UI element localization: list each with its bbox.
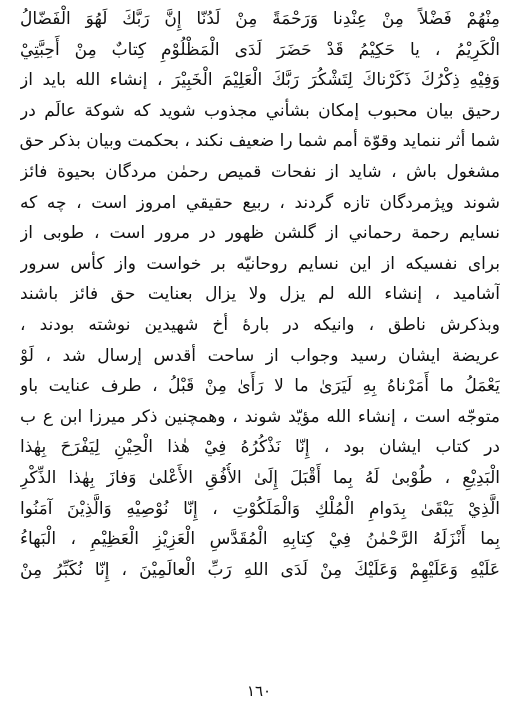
text-line: وَفِيْهِ ذِكْرُكَ ذَكَرْناكَ لِتَشْكُرَ رَبَّكَ الْعَلِيْمَ الْخَبِيْرَ ، إنشاء الله بايد از	[20, 70, 500, 91]
text-line: متوجّه است ، إنشاء الله مؤيّد شوند ، وهمچنين ذكر ميرزا ابن ع ب	[20, 406, 500, 427]
text-line: الْبَدِيْعِ ، طُوْبىٰ لَهُ بِما أَقْبَلَ إِلَىٰ الأُفُقِ الأَعْلىٰ وَفازَ بِهٰذا الذِّكْرِ	[20, 467, 500, 488]
text-line: شما أثر ننمايد وقوّة أمم شما را ضعيف نكند ، بحكمت وبيان بذكر حق	[20, 131, 500, 152]
text-line: براى نفسيكه از اين نسايم روحانيّه بر خواست واز كأس سرور	[20, 253, 500, 274]
body-text	[20, 4, 500, 585]
text-line: در كتاب ايشان بود ، إِنّا نَذْكُرُهُ فِيْ هٰذا الْحِيْنِ لِيَفْرَحَ بِهٰذا	[20, 437, 500, 458]
text-line: رحيق بيان محبوب إمكان بشأني مجذوب شويد كه شوكة عالَم در	[20, 100, 500, 121]
text-line: مشغول باش ، شايد از نفحات قميص رحمٰن مردگان بحيوة فائز	[20, 161, 500, 182]
text-line: الَّذِيْ يَبْقَىٰ بِدَوامِ الْمُلْكِ وَالْمَلَكُوْتِ ، إِنّا نُوْصِيْهِ وَالَّذِيْنَ آمَنُوا	[20, 498, 500, 519]
text-line: يَعْمَلُ ما أَمَرْناهُ بِهِ لَيَرَىٰ ما لا رَأَىٰ مِنْ قَبْلُ ، طرف عنايت باو	[20, 376, 500, 397]
text-line: آشاميد ، إنشاء الله لم يزل ولا يزال بعنايت حق فائز باشند	[20, 284, 500, 305]
text-line: عريضة ايشان رسيد وجواب از ساحت أقدس إرسال شد ، لَوْ	[20, 345, 500, 366]
text-line: الْكَرِيْمُ ، يا حَكِيْمُ قَدْ حَضَرَ لَدَى الْمَظْلُوْمِ كِتابٌ مِنْ أَحِبَّتِيْ	[20, 39, 500, 60]
page-number: ١٦٠	[246, 682, 272, 700]
text-line: شوند وپژمردگان تازه گردند ، ربيع حقيقي امروز است ، چه كه	[20, 192, 500, 213]
text-line: بِما أَنْزَلَهُ الرَّحْمٰنُ فِيْ كِتابِهِ الْمُقَدَّسِ الْعَزِيْزِ الْعَظِيْمِ ، الْبَهاءُ	[20, 529, 500, 550]
text-line: عَلَيْهِ وَعَلَيْهِمْ وَعَلَيْكَ مِنْ لَدَى اللهِ رَبِّ الْعالَمِيْنَ ، إِنّا نُكَبِّرُ مِنْ	[20, 559, 500, 580]
text-line: مِنْهُمْ فَضْلاً مِنْ عِنْدِنا وَرَحْمَةً مِنْ لَدُنّا إِنَّ رَبَّكَ لَهُوَ الْفَضّالُ	[20, 9, 500, 29]
text-line: نسايم رحمة رحماني از گلشن ظهور در مرور است ، طوبى از	[20, 223, 500, 244]
text-line: وبذكرش ناطق ، وانيكه در بارهٔ أخ شهيدين نوشته بودند ،	[20, 314, 500, 335]
